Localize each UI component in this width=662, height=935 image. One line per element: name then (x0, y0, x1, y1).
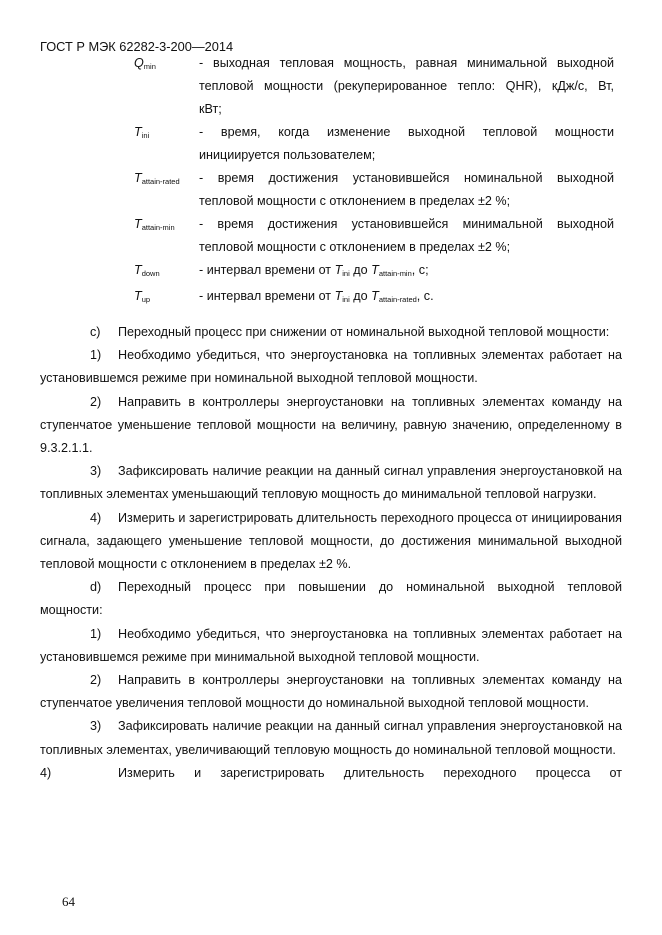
definition-row (134, 285, 614, 311)
definition-symbol: $T_{up}$ (134, 289, 151, 304)
paragraph: c) Переходный процесс при снижении от номинальной выходной тепловой мощности: (40, 321, 622, 344)
definition-symbol: $T_{down}$ (134, 263, 160, 278)
list-marker: 3) (90, 464, 102, 479)
definition-text: - интервал времени от $T_{ini}$ до $T_{attain-min}$, с; (199, 263, 429, 278)
paragraph: 2) Направить в контроллеры энергоустановки на топливных элементах команду на ступенчатое уменьшение тепловой мощности на величину, равную значению, определенному в 9.3.2.1.1. (40, 391, 622, 461)
definition-row (134, 213, 614, 259)
paragraph: 2) Направить в контроллеры энергоустановки на топливных элементах команду на ступенчатое увеличения тепловой мощности до номинальной выходной тепловой мощности. (40, 669, 622, 715)
definition-row (134, 259, 614, 285)
definition-symbol: $Q_{min}$ (134, 56, 156, 71)
definition-symbol: $T_{ini}$ (134, 125, 150, 140)
page-number: 64 (62, 894, 75, 909)
paragraph: 4) Измерить и зарегистрировать длительность переходного процесса от (40, 762, 622, 785)
list-marker: 4) (40, 765, 52, 780)
definition-symbol: $T_{attain-min}$ (134, 217, 175, 232)
definition-row (134, 121, 614, 167)
paragraph: 1) Необходимо убедиться, что энергоустановка на топливных элементах работает на установившемся режиме при номинальной выходной тепловой мощности. (40, 344, 622, 390)
list-marker: c) (90, 325, 101, 339)
definition-symbol: $T_{attain-rated}$ (134, 171, 180, 186)
list-marker: 3) (90, 719, 102, 734)
paragraph: 3) Зафиксировать наличие реакции на данный сигнал управления энергоустановкой на топливных элементах уменьшающий тепловую мощность до минимальной тепловой нагрузки. (40, 460, 622, 506)
definition-text: - время достижения установившейся номинальной выходной тепловой мощности с отклонением в пределах ±2 %; (199, 171, 614, 208)
definition-row (134, 167, 614, 213)
definition-text: - интервал времени от $T_{ini}$ до $T_{attain-rated}$, с. (199, 289, 434, 304)
document-header: ГОСТ Р МЭК 62282-3-200—2014 (40, 39, 234, 54)
list-marker: 4) (90, 510, 102, 525)
symbol-definitions (134, 52, 614, 311)
list-marker: 2) (90, 673, 102, 688)
definition-row (134, 52, 614, 121)
body-text (40, 321, 622, 785)
paragraph: d) Переходный процесс при повышении до номинальной выходной тепловой мощности: (40, 576, 622, 622)
list-marker: 2) (90, 394, 102, 409)
definition-text: - время, когда изменение выходной тепловой мощности инициируется пользователем; (199, 125, 614, 162)
paragraph: 1) Необходимо убедиться, что энергоустановка на топливных элементах работает на установившемся режиме при минимальной выходной тепловой мощности. (40, 623, 622, 669)
list-marker: 1) (90, 348, 102, 363)
definition-text: - время достижения установившейся минимальной выходной тепловой мощности с отклонением в пределах ±2 %; (199, 217, 614, 254)
paragraph: 3) Зафиксировать наличие реакции на данный сигнал управления энергоустановкой на топливных элементах, увеличивающий тепловую мощность до номинальной тепловой мощности. (40, 715, 622, 761)
list-marker: d) (90, 580, 102, 595)
definition-text: - выходная тепловая мощность, равная минимальной выходной тепловой мощности (рекуперированное тепло: QHR), кДж/с, Вт, кВт; (199, 56, 614, 116)
paragraph: 4) Измерить и зарегистрировать длительность переходного процесса от инициирования сигнала, задающего уменьшение тепловой мощности, до достижения минимальной выходной тепловой мощности с отклонением в пределах ±2 %. (40, 507, 622, 577)
list-marker: 1) (90, 626, 102, 641)
